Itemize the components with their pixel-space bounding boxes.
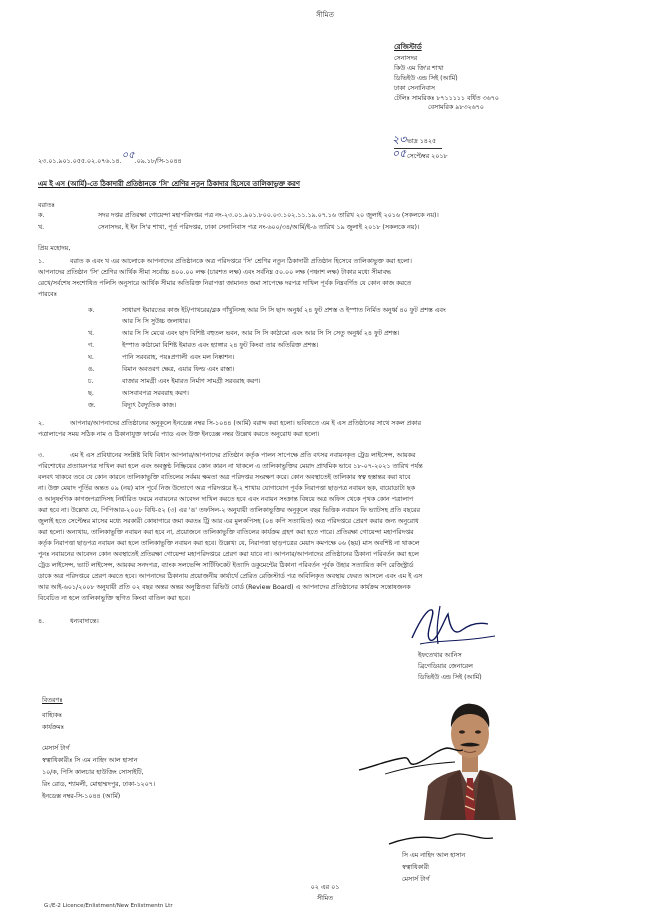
signatory-office: ডিভিইউ এন্ড সিই (আর্মি) [418, 674, 482, 681]
scope-key: গ. [88, 342, 95, 349]
para-number: ১. [38, 258, 45, 265]
file-path: G:/E-2 Licence/Enlistment/New Enlistmentn Ltr [44, 903, 173, 909]
para1-line: পারবেঃ [38, 291, 57, 298]
scope-text: সাধারণ ইমারতের কাজ ইট/পাথরের/ব্লক গাঁথুনিসহ আর সি সি ছাদ অনুর্ধ্ব ২৪ ফুট প্রশস্ত ও ইস্পাত নির্মিত অনুর্ধ্ব ৪০ ফুট প্রশস্ত এবং [122, 307, 446, 314]
para3-line: এম ই এস প্রবিধানের সংশ্লিষ্ট বিধি বিধান আপনার/আপনাদের প্রতিষ্ঠান কর্তৃক পালন সাপেক্ষে প্রতি বৎসর নবায়নকৃত ট্রেড লাইসেন্স, আয়কর [70, 452, 416, 459]
para3-line: পরিশোধের প্রত্যায়নপত্র দাখিল করা হলে এবং অবস্তুণ্ঠ নিষ্ক্রিয়ের কোন কারন না থাকলে এ তালিকাভুক্তির মেয়াদ প্রাথমিক ভাবে ১৮-০৭-২০২১ তারিখ পর্যন্ত [38, 463, 423, 470]
reference-text: সেনাসদর, ই ইন সি'র শাখা, পূর্ত পরিদপ্তর, ঢাকা সেনানিবাস পত্র নং-৬০০/৩৪/আর্মি/ই-৬ তারিখ ১৯ জুলাই ২০১৮ (সকলকে নয়)। [98, 224, 420, 231]
para3-line: কর্তৃক নিরাপত্তা ছাড়পত্র নবায়ন করা হলে তালিকাভুক্তি নবায়ন করা হবে। উল্লেখ্য যে, নিরাপত্তা ছাড়পত্রের মেয়াদ কমপক্ষে ০৬ (ছয়) মাস অবশিষ্ট না থাকলে [38, 540, 420, 547]
sender-address-line: সেনাসদর [394, 55, 418, 62]
scope-item [88, 402, 176, 410]
memo-number [38, 150, 182, 168]
scope-key: খ. [88, 330, 95, 337]
scope-key: চ. [88, 378, 94, 385]
para3-line: না। উক্ত মেয়াদ পূর্তির অন্তত ০৯ (নয়) মাস পূর্বে নিজ উদ্যোগে অত্র পরিদপ্তরে ই-২ শাখায় যোগাযোগ পূর্বক নিরাপত্তা ছাড়পত্র নবায়ন ছক, বায়োডাটা ছক [38, 485, 415, 492]
sender-civil-phone: বেসামরিক ৯৮৩২৬৭০ [428, 104, 484, 112]
page-number: ০২ এর ০১ [310, 884, 340, 891]
date-english: সেপ্টেম্বর ২০১৮ [407, 153, 448, 160]
para1-line: রেখে/সর্বশেষ সংশোধিত পলিসি অনুসারে আর্থিক সীমার অতিরিক্ত নিরাপত্তা জামানত জমা সাপেক্ষে দরপত্র দাখিল পূর্বক নিম্নবর্ণিত যে কোন কাজ করতে [38, 280, 412, 287]
owner-role: স্বত্বাধিকারী [402, 864, 429, 871]
para1-line: আপনাদের প্রতিষ্ঠান 'সি' শ্রেণির আর্থিক সীমা সর্বোচ্চ ৪০০.০০ লক্ষ (চারশত লক্ষ) এবং সর্বনিম্ন ৫০.০০ লক্ষ (পঞ্চাশ লক্ষ) টাকার মধ্যে সীমাবদ্ধ [38, 269, 391, 276]
reference-key: খ. [38, 224, 45, 231]
para2-line: আপনার/আপনাদের প্রতিষ্ঠানের অনুকূলে ইনডেক্স নম্বর সি-১০৪৪ (আর্মি) বরাদ্দ করা হলো। ভবিষ্যতে এম ই এস প্রতিষ্ঠানের সাথে সকল প্রকার [70, 420, 421, 427]
recipient-firm: মেসার্স টার্গ [42, 745, 70, 752]
sender-address-line: ঢাকা সেনানিবাস [394, 85, 435, 93]
para-number: ৪. [38, 618, 45, 625]
para1-line: বরাত ক এবং খ এর আলোকে আপনাদের প্রতিষ্ঠানকে অত্র পরিদপ্তরে 'সি' শ্রেণির নতুন ঠিকাদারী প্রতিষ্ঠান হিসেবে তালিকাভুক্ত করা হলো। [70, 258, 412, 265]
scope-item [88, 342, 318, 350]
para3-line: জুলাই হতে সেপ্টেম্বর মাসের মধ্যে সরকারী কোষাগারে জমা করতঃ ট্রি আর এর মুলকপিসহ (০৪ কপি সত্যায়িত) অত্র পরিদপ্তরে প্রেরণ করার জন্য অনুরোধ [38, 518, 419, 525]
para3-line: বিবেচিত না হলে তালিকাভুক্তি স্থগিত কিংবা বাতিল করা হবে। [38, 595, 191, 602]
recipient-index: ইনডেক্স নম্বর-সি-১০৪৪ (আর্মি) [42, 793, 121, 800]
classification-top: সীমিত [316, 11, 334, 19]
scope-item [88, 307, 446, 315]
owner-signature-mark [385, 828, 495, 852]
scope-item [88, 390, 189, 398]
para-number: ২. [38, 420, 45, 427]
recipient-address: রিং রোড, শ্যামলী, মোহাম্মদপুর, ঢাকা-১২০৭। [42, 781, 156, 788]
scope-item [88, 354, 234, 362]
para2-line: পত্রালাপের সময় সঠিক নাম ও ঠিকানাযুক্ত ফার্মের প্যাড এবং উক্ত ইনডেক্স নম্বর উল্লেখ করতে অনুরোধ করা হলো। [38, 431, 320, 438]
sender-address [394, 55, 499, 112]
reference-key: ক. [38, 212, 45, 219]
reference-item [38, 224, 419, 232]
scope-item [88, 318, 190, 326]
classification-bottom: সীমিত [317, 895, 333, 902]
date-handwritten-1: ২৩ [392, 133, 407, 146]
distribution-label: বিতরণঃ [42, 697, 63, 704]
signatory-rank: ব্রিগেডিয়ার জেনারেল [418, 663, 473, 670]
subject-line: এম ই এস (আর্মি)-তে ঠিকাদারী প্রতিষ্ঠানকে 'সি' শ্রেণির নতুন ঠিকাদার হিসেবে তালিকাভুক্ত করণ [38, 180, 300, 188]
para3-line: বলবৎ থাকবে তবে যে কোন কারনে তালিকাভুক্তি বাতিলের সর্বময় ক্ষমতা অত্র পরিদপ্তর সংরক্ষণ করে। কোন অবস্থাতেই তালিকার স্বত্ব হস্তান্তর করা যাবে [38, 474, 411, 481]
scope-key: ঙ. [88, 366, 95, 373]
sender-address-line: কিউ এম জি'র শাখা [394, 65, 444, 73]
scope-key: ক. [88, 307, 95, 314]
scope-text: বিমান অবতরণ ক্ষেত্র, এয়ার ফিল্ড এবং রাস্তা। [122, 366, 235, 373]
scope-key: ঘ. [88, 354, 94, 361]
para3-line: করা হবে না। উল্লেখ্য যে, পিপিআর-২০০৮ বিধি-৫২ (৩) এর 'ঙ' তফসিল-২ অনুযায়ী তালিকাভুক্তির অনুকূলে বছর ভিত্তিক নবায়ন ফি ভ্যাটসহ প্রতি বছরের [38, 507, 420, 514]
scope-key: ছ. [88, 390, 94, 397]
para3-line: ও আনুষংগিক কাগজপত্রাদিসহ নির্ধারিত ফরমে নবায়নের আবেদন দাখিল করতে হবে এবং নবায়ন সংক্রান্ত বিষয়ে অত্র অফিস থেকে পৃথক কোন পত্রালাপ [38, 496, 414, 503]
para3-line: করা হলো। অন্যথায়, তালিকাভুক্তি নবায়ন করা হবে না, প্রয়োজনে তালিকাভুক্তি বাতিলের কার্যক্রম গ্রহণ করা হতে পারে। প্রতিরক্ষা গোয়েন্দা মহাপরিদপ্তর [38, 529, 414, 536]
scope-text: আসবাবপত্র সরবরাহ করণ। [122, 390, 189, 397]
sender-address-line: ডিভিইউ এন্ড সিই (আর্মি) [394, 75, 458, 83]
scope-text: আর সি সি মেঝে এবং ছাদ বিশিষ্ট বহুতল ভবন, আর সি সি কাঠামো এবং আর সি সি সেতু অনুর্ধ্ব ২৪ ফুট প্রশস্ত। [122, 330, 400, 337]
recipient-address: ১০/ক, পিসি কালচার হাউজিং সোসাইটি, [42, 769, 144, 776]
scope-text: আর সি সি সুউচ্চ জলাধার। [122, 318, 191, 325]
para3-line: ট্রেড লাইসেন্স, ভ্যাট লাইসেন্স, আয়কর সনদপত্র, ব্যাংক সলভেন্সি সার্টিফিকেট ইত্যাদি ডকুমেন্টের ঠিকানা পরিবর্তন পূর্বক উহার সত্যায়িত কপি রেজিস্ট্রার্ড [38, 562, 414, 569]
reference-text: সদর দপ্তর প্রতিরক্ষা গোয়েন্দা মহাপরিদপ্তর পত্র নং-২৩.০১.৯০১.৮০০.০৩.১০২.১১.১৯.০৭.১৬ তারিখ ২০ জুলাই ২০১৬ (সকলকে নয়)। [98, 212, 439, 219]
signatory-name: ইফতেখার আনিস [418, 652, 462, 659]
owner-firm: মেসার্স টার্গ [402, 876, 430, 883]
scope-item [88, 330, 399, 338]
memo-number-prefix: ২৩.০১.৯০১.০৫৫.০২.০৭৬.১৪. [38, 158, 122, 165]
distribution-external: বাহ্যিকঃ [42, 712, 63, 719]
para-number: ৩. [38, 452, 45, 459]
scope-item [88, 366, 234, 374]
memo-number-handwritten: ০৫ [121, 150, 135, 161]
distribution-action: কার্যক্রমঃ [42, 724, 64, 731]
scope-item [88, 378, 260, 386]
reference-label: বরাতঃ [38, 202, 55, 209]
scope-text: পানি সরবরাহ, পয়ঃপ্রণালী এবং মল নিষ্কাশন। [122, 354, 235, 361]
signature-mark [400, 600, 510, 650]
para3-line: আর আই-৬০১/২০০৮ অনুযায়ী প্রতি ০২ বছর অন্তর অন্তর অনুষ্ঠিতব্য রিভিউ বোর্ড (Review Board) এ আপনাদের প্রতিষ্ঠানের কার্যক্রম সন্তোষজনক [38, 584, 411, 591]
closing-text: ধন্যবাদান্তে। [70, 618, 99, 625]
scope-key: জ. [88, 402, 96, 409]
reference-item [38, 212, 439, 220]
date-bangla: ভাদ্র ১৪২৫ [407, 138, 437, 145]
salutation: প্রিয় মহোদয়, [38, 245, 71, 252]
para3-line: ডাকে অত্র পরিদপ্তরে প্রেরণ করতে হবে। আপনাদের ঠিকানায় প্রয়োজনীয় কার্যার্থে প্রেরিত রেজিস্টার্ড পত্র অবিলিকৃত অবস্থায় ফেরত আসলে এবং এম ই এস [38, 573, 423, 580]
para3-line: পুনঃ নবায়নের আবেদন কোন অবস্থাতেই প্রতিরক্ষা গোয়েন্দা মহাপরিদপ্তরে প্রেরণ করা যাবে না। আপনার/আপনাদের প্রতিষ্ঠানের ঠিকানা পরিবর্তন করা হলে [38, 551, 419, 558]
scope-text: বাজার সামগ্রী এবং ইমারত নির্মাণ সামগ্রী সরবরাহ করণ। [122, 378, 261, 385]
recipient-owner: স্বত্বাধিকারীঃ সি এম নাহিদ আল হাসান [42, 757, 138, 764]
sender-phone: টেলিঃ সামরিকঃ ৮৭১১১১১ বর্ধিত ৩৬৭০ [394, 95, 499, 103]
owner-signature-mark [355, 740, 465, 780]
memo-number-suffix: .০৯.১৮/সি-১০৪৪ [134, 158, 182, 165]
owner-name: সি এম নাহিদ আল হাসান [402, 852, 466, 859]
date-handwritten-2: ০৫ [392, 147, 407, 160]
scope-text: ইস্পাত কাঠামো বিশিষ্ট ইমারত এবং হ্যাঙ্গার ২৪ ফুট কিংবা তার অতিরিক্ত প্রশস্ত। [122, 342, 319, 349]
registered-label: রেজিস্টার্ড [394, 43, 422, 51]
scope-text: বিদ্যুৎ বৈদ্যুতিক কাজ। [122, 402, 177, 409]
